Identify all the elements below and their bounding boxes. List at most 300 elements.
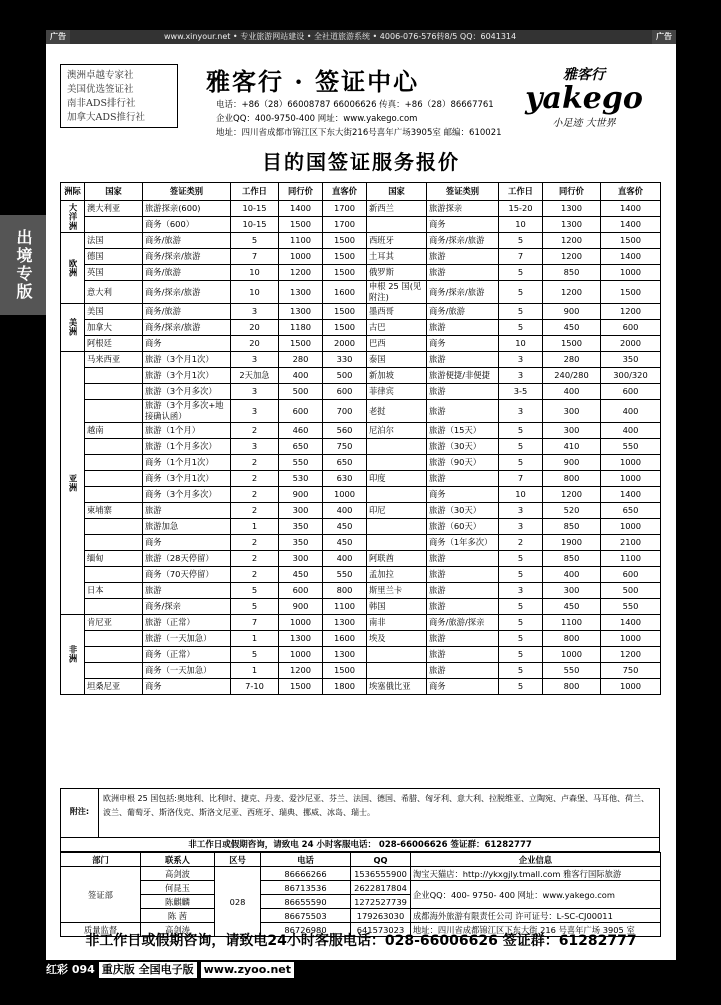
table-cell: 10 — [231, 281, 279, 304]
table-row — [61, 535, 661, 551]
table-header-cell: 同行价 — [543, 183, 601, 201]
table-cell: 800 — [543, 471, 601, 487]
table-cell — [85, 647, 143, 663]
table-cell: 1500 — [323, 233, 367, 249]
table-cell: 5 — [499, 320, 543, 336]
table-cell: 法国 — [85, 233, 143, 249]
table-cell: 加拿大 — [85, 320, 143, 336]
table-cell: 280 — [543, 352, 601, 368]
table-cell: 5 — [231, 233, 279, 249]
table-cell: 5 — [499, 567, 543, 583]
company-contact — [216, 98, 502, 140]
table-row — [61, 384, 661, 400]
table-row — [61, 631, 661, 647]
table-cell: 1900 — [543, 535, 601, 551]
table-cell: 550 — [543, 663, 601, 679]
table-cell: 500 — [279, 384, 323, 400]
table-cell — [367, 519, 427, 535]
table-cell: 850 — [543, 551, 601, 567]
table-header-cell: 工作日 — [231, 183, 279, 201]
table-cell: 7 — [499, 471, 543, 487]
table-cell: 3 — [231, 384, 279, 400]
contact-name: 陈麒麟 — [141, 895, 215, 909]
table-cell: 3 — [499, 400, 543, 423]
table-cell: 2天加急 — [231, 368, 279, 384]
table-cell: 650 — [601, 503, 661, 519]
table-cell: 旅游（一天加急） — [143, 631, 231, 647]
table-header-cell: 签证类别 — [427, 183, 499, 201]
table-cell: 商务（一天加急） — [143, 663, 231, 679]
table-cell: 商务/旅游 — [143, 304, 231, 320]
table-cell: 缅甸 — [85, 551, 143, 567]
table-cell: 商务（1年多次） — [427, 535, 499, 551]
table-cell: 5 — [499, 663, 543, 679]
table-cell: 1500 — [323, 304, 367, 320]
table-cell: 15-20 — [499, 201, 543, 217]
table-cell: 300 — [543, 400, 601, 423]
contact-row — [61, 909, 661, 923]
table-cell: 1800 — [323, 679, 367, 695]
table-cell: 2 — [231, 471, 279, 487]
page-title: 目的国签证服务报价 — [262, 150, 460, 174]
table-cell: 商务/探亲/旅游 — [427, 233, 499, 249]
table-cell: 1200 — [543, 487, 601, 503]
table-cell: 1400 — [601, 249, 661, 265]
table-cell: 1500 — [323, 249, 367, 265]
table-cell: 300 — [543, 583, 601, 599]
table-cell: 商务/旅游/探亲 — [427, 615, 499, 631]
table-cell: 2000 — [601, 336, 661, 352]
table-header-cell: 洲际 — [61, 183, 85, 201]
table-cell: 5 — [499, 679, 543, 695]
contact-header: 电话 — [261, 853, 351, 867]
table-cell: 1300 — [279, 631, 323, 647]
table-cell: 400 — [323, 551, 367, 567]
table-cell: 560 — [323, 423, 367, 439]
table-cell: 600 — [601, 384, 661, 400]
table-cell: 埃及 — [367, 631, 427, 647]
table-cell: 1400 — [601, 217, 661, 233]
table-cell: 1500 — [323, 320, 367, 336]
table-cell: 400 — [543, 567, 601, 583]
table-cell — [367, 663, 427, 679]
table-cell: 商务（正常） — [143, 647, 231, 663]
table-row — [61, 265, 661, 281]
table-cell: 旅游 — [427, 249, 499, 265]
top-banner — [46, 30, 676, 44]
brand-en: yakego — [525, 81, 643, 116]
table-cell: 2 — [231, 567, 279, 583]
table-cell: 300/320 — [601, 368, 661, 384]
table-cell: 330 — [323, 352, 367, 368]
table-cell: 孟加拉 — [367, 567, 427, 583]
table-cell: 旅游便捷/非便捷 — [427, 368, 499, 384]
table-cell: 850 — [543, 265, 601, 281]
table-cell: 460 — [279, 423, 323, 439]
table-cell: 美国 — [85, 304, 143, 320]
credential-line: 加拿大ADS推行社 — [67, 112, 145, 123]
table-row — [61, 217, 661, 233]
table-cell: 日本 — [85, 583, 143, 599]
hotline-big: 非工作日或假期咨询，请致电24小时客服电话：028-66006626 签证群：61282777 — [85, 933, 637, 949]
table-cell: 旅游（3个月1次） — [143, 352, 231, 368]
table-cell: 900 — [543, 455, 601, 471]
table-cell: 旅游 — [427, 384, 499, 400]
table-cell: 5 — [499, 281, 543, 304]
table-cell: 630 — [323, 471, 367, 487]
table-cell: 5 — [499, 615, 543, 631]
table-cell — [85, 487, 143, 503]
table-cell: 旅游 — [427, 647, 499, 663]
table-cell: 5 — [499, 647, 543, 663]
table-row — [61, 423, 661, 439]
table-cell: 旅游 — [427, 663, 499, 679]
table-cell — [85, 519, 143, 535]
bottom-banner — [46, 962, 294, 978]
contact-phone: 86666266 — [261, 867, 351, 881]
continent-cell: 美洲 — [61, 304, 85, 352]
table-cell: 旅游加急 — [143, 519, 231, 535]
table-cell — [85, 599, 143, 615]
table-row — [61, 455, 661, 471]
table-cell: 商务 — [427, 336, 499, 352]
table-cell: 商务（600） — [143, 217, 231, 233]
table-cell: 750 — [601, 663, 661, 679]
table-cell: 商务（1个月1次） — [143, 455, 231, 471]
table-cell — [85, 217, 143, 233]
dept-qc: 质量监督 — [61, 923, 141, 937]
table-cell: 1400 — [279, 201, 323, 217]
contact-header: 部门 — [61, 853, 141, 867]
table-row — [61, 647, 661, 663]
table-cell — [367, 535, 427, 551]
table-cell: 1200 — [601, 304, 661, 320]
table-cell: 旅游（正常） — [143, 615, 231, 631]
table-cell: 1100 — [601, 551, 661, 567]
table-body — [61, 201, 661, 695]
company-info-line: 地址：四川省成都锦江区下东大街 216 号喜年广场 3905 室 — [411, 923, 661, 937]
table-cell: 1200 — [543, 233, 601, 249]
company-title: 雅客行 · 签证中心 — [206, 67, 420, 96]
contact-name: 高剑波 — [141, 867, 215, 881]
table-cell: 泰国 — [367, 352, 427, 368]
table-cell: 3 — [499, 519, 543, 535]
contact-qq: 179263030 — [351, 909, 411, 923]
table-cell: 3 — [499, 503, 543, 519]
table-cell: 600 — [279, 400, 323, 423]
contact-qq: 2622817804 — [351, 881, 411, 895]
table-cell: 1500 — [279, 336, 323, 352]
table-cell: 1100 — [279, 233, 323, 249]
table-row — [61, 281, 661, 304]
table-cell — [367, 647, 427, 663]
table-row — [61, 679, 661, 695]
table-row — [61, 599, 661, 615]
table-cell: 商务/旅游 — [143, 233, 231, 249]
table-cell: 1200 — [601, 647, 661, 663]
table-cell: 旅游 — [427, 471, 499, 487]
contact-table — [60, 852, 661, 937]
contact-header: 企业信息 — [411, 853, 661, 867]
contact-header: 区号 — [215, 853, 261, 867]
table-cell: 1500 — [601, 281, 661, 304]
table-cell: 商务 — [427, 487, 499, 503]
table-cell: 5 — [499, 599, 543, 615]
table-cell: 5 — [231, 583, 279, 599]
table-cell: 400 — [279, 368, 323, 384]
table-cell: 1000 — [601, 631, 661, 647]
credential-line: 美国优选签证社 — [67, 84, 134, 95]
area-code: 028 — [215, 867, 261, 937]
footnote-text: 欧洲申根 25 国包括:奥地利、比利时、捷克、丹麦、爱沙尼亚、芬兰、法国、德国、希腊、匈牙利、意大利、拉脱维亚、立陶宛、卢森堡、马耳他、荷兰、波兰、葡萄牙、斯洛伐克、斯洛文尼亚、西班牙、瑞典、挪威、冰岛、瑞士。 — [103, 794, 649, 817]
brand-logo — [504, 64, 664, 132]
table-cell: 350 — [279, 535, 323, 551]
table-cell: 西班牙 — [367, 233, 427, 249]
table-cell: 巴西 — [367, 336, 427, 352]
table-cell: 旅游 — [427, 400, 499, 423]
table-cell: 1200 — [279, 265, 323, 281]
table-cell: 450 — [323, 519, 367, 535]
table-cell: 400 — [543, 384, 601, 400]
table-cell: 1600 — [323, 281, 367, 304]
table-cell: 1 — [231, 519, 279, 535]
brand-slogan: 小足迹 大世界 — [552, 118, 616, 129]
table-row — [61, 503, 661, 519]
table-row — [61, 583, 661, 599]
company-info-line: 淘宝天猫店：http://ykxgjly.tmall.com 雅客行国际旅游 — [411, 867, 661, 881]
table-cell: 3 — [499, 583, 543, 599]
table-cell: 5 — [499, 439, 543, 455]
table-cell: 1200 — [279, 663, 323, 679]
table-row — [61, 368, 661, 384]
credential-line: 澳洲卓越专家社 — [67, 70, 134, 81]
table-cell: 5 — [499, 551, 543, 567]
contact-phone: 86655590 — [261, 895, 351, 909]
contact-line: 地址：四川省成都市锦江区下东大街216号喜年广场3905室 邮编：610021 — [216, 128, 502, 138]
table-cell: 新西兰 — [367, 201, 427, 217]
table-row — [61, 352, 661, 368]
table-cell: 5 — [499, 265, 543, 281]
table-cell — [367, 455, 427, 471]
contact-name: 高剑涛 — [141, 923, 215, 937]
table-cell: 600 — [323, 384, 367, 400]
table-cell: 700 — [323, 400, 367, 423]
table-cell: 1000 — [543, 647, 601, 663]
table-cell: 2 — [231, 455, 279, 471]
table-cell: 南非 — [367, 615, 427, 631]
table-cell: 400 — [323, 503, 367, 519]
table-cell: 600 — [279, 583, 323, 599]
table-cell: 3 — [499, 368, 543, 384]
table-cell: 1000 — [601, 519, 661, 535]
table-row — [61, 336, 661, 352]
table-cell: 1300 — [323, 615, 367, 631]
table-cell: 菲律宾 — [367, 384, 427, 400]
contact-name: 何昆玉 — [141, 881, 215, 895]
table-cell: 1200 — [543, 281, 601, 304]
footnote-label: 附注: — [61, 789, 99, 837]
table-cell: 1000 — [279, 249, 323, 265]
table-row — [61, 233, 661, 249]
table-cell: 印尼 — [367, 503, 427, 519]
table-cell: 10 — [499, 336, 543, 352]
contact-line: 电话：+86（28）66008787 66006626 传真：+86（28）86667761 — [216, 100, 494, 110]
table-cell — [85, 567, 143, 583]
table-cell: 5 — [231, 647, 279, 663]
top-banner-info: www.xinyour.net • 专业旅游网站建设 • 全社道旅游系统 • 4006-076-576转8/5 QQ：6041314 — [164, 32, 517, 41]
table-cell: 1400 — [601, 487, 661, 503]
contact-phone: 86726980 — [261, 923, 351, 937]
table-cell: 3 — [499, 352, 543, 368]
table-header-cell: 工作日 — [499, 183, 543, 201]
table-cell: 斯里兰卡 — [367, 583, 427, 599]
table-cell: 墨西哥 — [367, 304, 427, 320]
table-cell: 商务 — [143, 679, 231, 695]
table-cell: 7 — [231, 249, 279, 265]
table-cell: 印度 — [367, 471, 427, 487]
table-cell — [85, 455, 143, 471]
table-cell: 20 — [231, 336, 279, 352]
table-cell: 2 — [231, 487, 279, 503]
table-row — [61, 249, 661, 265]
continent-cell: 非洲 — [61, 615, 85, 695]
table-cell: 尼泊尔 — [367, 423, 427, 439]
table-cell: 300 — [543, 423, 601, 439]
table-row — [61, 439, 661, 455]
table-cell: 柬埔寨 — [85, 503, 143, 519]
company-info-line: 成都海外旅游有限责任公司 许可证号：L-SC-CJ00011 — [411, 909, 661, 923]
table-cell: 旅游 — [143, 503, 231, 519]
table-cell: 1000 — [323, 487, 367, 503]
table-cell: 750 — [323, 439, 367, 455]
table-cell: 5 — [231, 599, 279, 615]
table-header-cell: 同行价 — [279, 183, 323, 201]
table-header-cell: 直客价 — [323, 183, 367, 201]
table-cell — [85, 384, 143, 400]
table-cell: 澳大利亚 — [85, 201, 143, 217]
table-cell: 1000 — [601, 455, 661, 471]
table-cell: 埃塞俄比亚 — [367, 679, 427, 695]
table-cell — [85, 400, 143, 423]
table-cell: 商务/探亲/旅游 — [427, 281, 499, 304]
table-cell: 650 — [279, 439, 323, 455]
table-cell: 商务/探亲 — [143, 599, 231, 615]
table-cell: 3 — [231, 352, 279, 368]
footnote — [60, 788, 660, 838]
table-cell: 旅游（60天） — [427, 519, 499, 535]
table-cell: 旅游 — [427, 567, 499, 583]
table-cell: 旅游 — [143, 583, 231, 599]
table-row — [61, 615, 661, 631]
table-cell: 5 — [499, 631, 543, 647]
table-cell: 商务/旅游 — [143, 265, 231, 281]
contact-qq: 1272527739 — [351, 895, 411, 909]
table-cell: 1300 — [543, 217, 601, 233]
table-cell: 2 — [499, 535, 543, 551]
table-cell: 450 — [543, 320, 601, 336]
table-cell: 旅游（3个月1次） — [143, 368, 231, 384]
table-cell: 1300 — [323, 647, 367, 663]
table-cell: 10-15 — [231, 201, 279, 217]
site-link[interactable]: www.zyoo.net — [201, 962, 294, 978]
table-cell: 德国 — [85, 249, 143, 265]
contact-qq: 1536555900 — [351, 867, 411, 881]
table-cell: 5 — [499, 233, 543, 249]
table-cell: 530 — [279, 471, 323, 487]
table-cell: 1600 — [323, 631, 367, 647]
table-cell: 2000 — [323, 336, 367, 352]
table-cell: 商务（70天停留） — [143, 567, 231, 583]
table-cell: 800 — [323, 583, 367, 599]
table-row — [61, 320, 661, 336]
table-cell: 900 — [279, 487, 323, 503]
credentials-box — [60, 64, 178, 128]
table-cell: 旅游 — [427, 599, 499, 615]
table-cell: 商务（3个月1次） — [143, 471, 231, 487]
table-cell: 10 — [499, 487, 543, 503]
table-cell: 350 — [279, 519, 323, 535]
table-cell: 240/280 — [543, 368, 601, 384]
table-cell: 280 — [279, 352, 323, 368]
table-cell: 1400 — [601, 201, 661, 217]
table-cell: 1500 — [323, 265, 367, 281]
table-cell: 1500 — [543, 336, 601, 352]
table-header-cell: 签证类别 — [143, 183, 231, 201]
table-cell: 300 — [279, 503, 323, 519]
table-cell — [85, 471, 143, 487]
table-cell: 旅游（15天） — [427, 423, 499, 439]
table-row — [61, 400, 661, 423]
table-cell: 1300 — [279, 281, 323, 304]
table-cell: 1100 — [543, 615, 601, 631]
table-cell: 古巴 — [367, 320, 427, 336]
table-cell: 越南 — [85, 423, 143, 439]
table-cell: 2 — [231, 535, 279, 551]
table-cell: 商务 — [143, 535, 231, 551]
table-cell: 450 — [279, 567, 323, 583]
table-cell: 俄罗斯 — [367, 265, 427, 281]
table-cell: 10 — [231, 265, 279, 281]
table-cell: 旅游（1个月多次） — [143, 439, 231, 455]
table-cell: 1000 — [601, 265, 661, 281]
table-cell: 1700 — [323, 217, 367, 233]
table-cell: 600 — [601, 320, 661, 336]
table-cell: 1000 — [601, 471, 661, 487]
table-cell: 7-10 — [231, 679, 279, 695]
table-cell: 1100 — [323, 599, 367, 615]
table-cell: 7 — [231, 615, 279, 631]
table-cell: 550 — [279, 455, 323, 471]
table-cell: 1700 — [323, 201, 367, 217]
continent-cell: 亚洲 — [61, 352, 85, 615]
company-info-line: 企业QQ：400- 9750- 400 网址：www.yakego.com — [411, 881, 661, 909]
credential-line: 南非ADS排行社 — [67, 98, 136, 109]
table-cell: 2 — [231, 423, 279, 439]
table-cell: 商务/旅游 — [427, 304, 499, 320]
table-header-cell: 直客价 — [601, 183, 661, 201]
table-cell: 韩国 — [367, 599, 427, 615]
table-cell: 申根 25 国(见附注) — [367, 281, 427, 304]
table-cell: 3 — [231, 439, 279, 455]
table-cell: 3 — [231, 304, 279, 320]
table-cell: 850 — [543, 519, 601, 535]
table-cell: 1500 — [323, 663, 367, 679]
table-cell — [85, 631, 143, 647]
table-cell: 600 — [601, 567, 661, 583]
table-cell: 意大利 — [85, 281, 143, 304]
table-cell: 马来西亚 — [85, 352, 143, 368]
table-cell: 1500 — [601, 233, 661, 249]
